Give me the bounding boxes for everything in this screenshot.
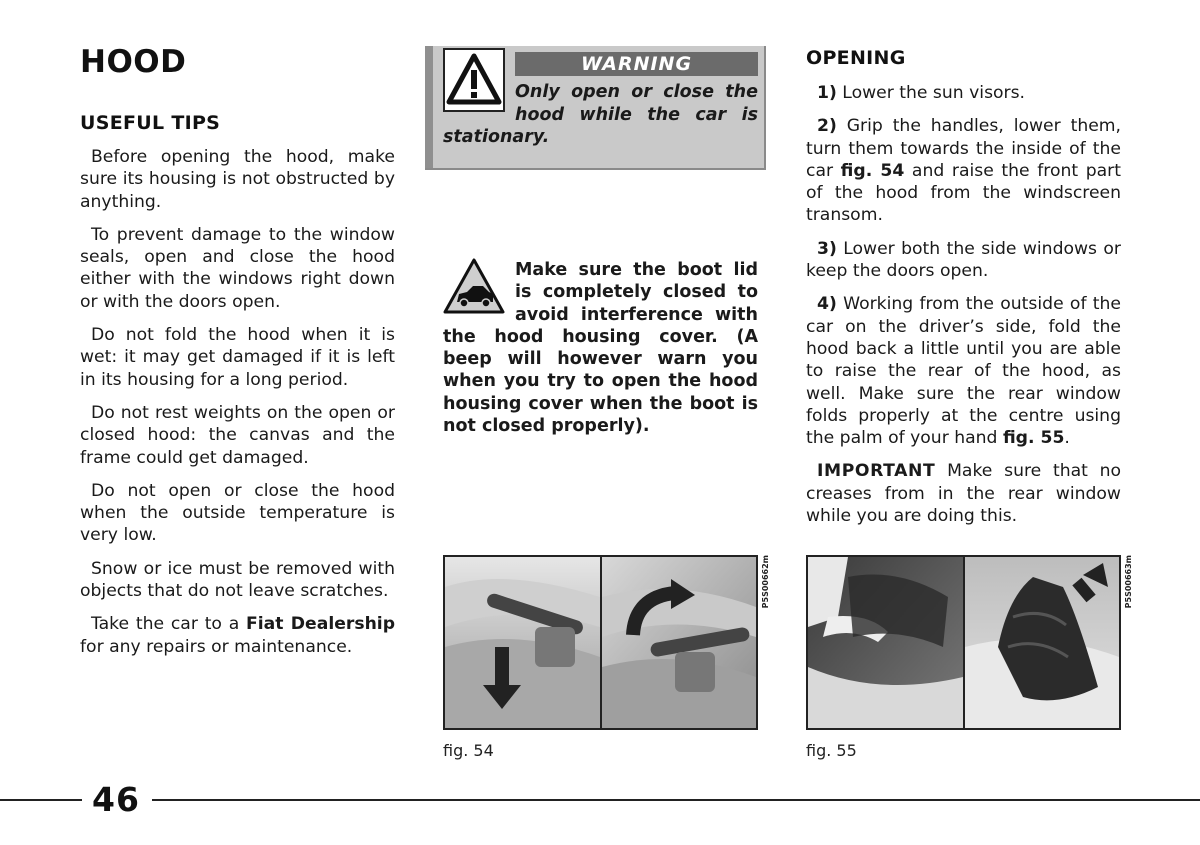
useful-tips-heading: USEFUL TIPS [80,112,221,134]
figure-55-code: P5S00663m [1124,555,1133,609]
tip-text: Snow or ice must be removed with objects that do not leave scratches. [80,558,395,602]
step-paragraph [806,293,1121,449]
fig-reference: fig. 54 [840,160,905,181]
figure-54-code: P5S00662m [761,555,770,609]
tip-text: Before opening the hood, make sure its housing is not obstructed by anything. [80,147,395,212]
warning-text: Only open or close the hood while the car is stationary. [443,82,758,147]
tip-text: Do not fold the hood when it is wet: it may get damaged if it is left in its housing for a long period. [80,325,395,390]
footer-rule-right [152,799,1200,801]
useful-tips-body [80,146,395,669]
step-paragraph [806,115,1121,226]
opening-body [806,82,1121,538]
figure-55-illustration [808,557,1119,728]
step-number: 3) [817,238,837,259]
tip-text: Take the car to a [91,614,247,635]
figure-55 [806,555,1121,730]
figure-54-illustration [445,557,756,728]
opening-heading: OPENING [806,47,906,69]
step-number: 1) [817,83,837,103]
important-label: IMPORTANT [817,461,936,482]
step-text: Grip the handles, lower them, turn them towards the inside of the car [806,116,1121,181]
figure-54 [443,555,758,730]
important-text: Make sure that no creases from in the rear window while you are doing this. [806,461,1121,527]
footer-rule-left [0,799,82,801]
step-text: Lower both the side windows or keep the doors open. [806,238,1121,282]
boot-note-block [443,259,758,437]
warning-label: WARNING [515,52,758,76]
step-text: and raise the front part of the hood from the windscreen transom. [806,160,1121,226]
tip-text: To prevent damage to the window seals, open and close the hood either with the windows right down or with the doors open. [80,224,395,312]
page-title: HOOD [80,44,187,80]
warning-text-block [443,81,758,149]
tip-paragraph [80,480,395,547]
tip-text: Do not open or close the hood when the outside temperature is very low. [80,480,395,546]
tip-paragraph [80,224,395,313]
boot-note-text: Make sure the boot lid is completely closed to avoid interference with the hood housing cover. (A beep will however warn you when you try to open the hood housing cover when the boot is not closed properly). [443,260,758,437]
tip-paragraph [80,324,395,391]
step-text: Lower the sun visors. [836,83,1026,103]
tip-paragraph [80,402,395,469]
tip-paragraph [80,613,395,658]
step-paragraph [806,82,1121,104]
page-number: 46 [92,780,140,819]
step-paragraph [806,238,1121,283]
tip-text: for any repairs or maintenance. [80,636,353,657]
dealership-link-text: Fiat Dealership [246,614,395,635]
tip-paragraph [80,558,395,603]
tip-paragraph [80,146,395,213]
fig-reference: fig. 55 [1002,428,1065,449]
step-text: . [1064,428,1070,449]
tip-text: Do not rest weights on the open or closed hood: the canvas and the frame could get damaged. [80,402,395,468]
step-text: Working from the outside of the car on the driver’s side, fold the hood back a little until you are able to raise the rear of the hood, as well. Make sure the rear window folds properly at the centre using the palm of your hand [806,294,1121,449]
figure-55-caption: fig. 55 [806,741,857,760]
step-number: 4) [817,294,837,315]
step-number: 2) [817,116,837,137]
important-paragraph [806,460,1121,527]
figure-54-caption: fig. 54 [443,741,494,760]
